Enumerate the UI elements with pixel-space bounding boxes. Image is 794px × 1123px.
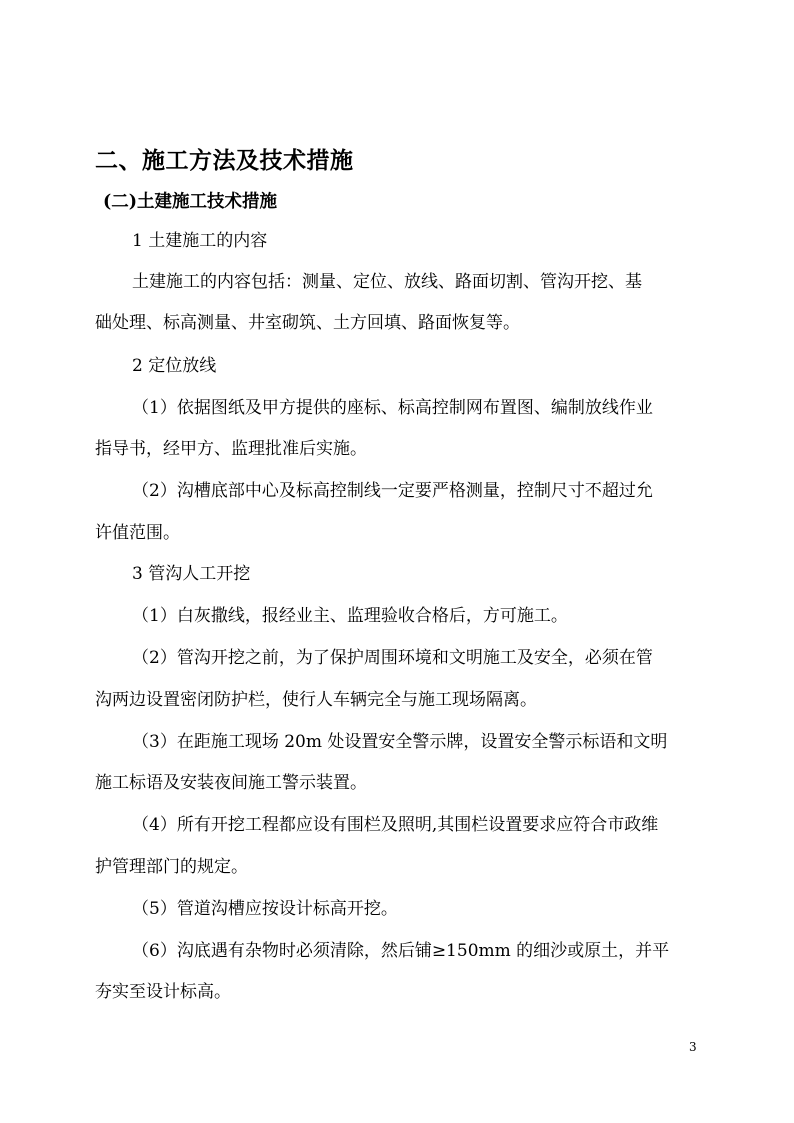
paragraph-line: （1）白灰撒线，报经业主、监理验收合格后，方可施工。: [132, 606, 568, 626]
paragraph-line: （3）在距施工现场 20m 处设置安全警示牌，设置安全警示标语和文明: [132, 732, 668, 752]
subsection-title: (二)土建施工技术措施: [103, 192, 278, 212]
paragraph-line: 指导书，经甲方、监理批准后实施。: [95, 439, 367, 459]
section-title: 二、施工方法及技术措施: [95, 147, 354, 174]
paragraph-line: 施工标语及安装夜间施工警示装置。: [95, 773, 367, 793]
paragraph-line: 许值范围。: [95, 523, 180, 543]
page-number: 3: [689, 1040, 697, 1054]
paragraph-line: 础处理、标高测量、井室砌筑、土方回填、路面恢复等。: [95, 313, 520, 333]
paragraph-line: 夯实至设计标高。: [95, 982, 231, 1002]
paragraph-line: 沟两边设置密闭防护栏，使行人车辆完全与施工现场隔离。: [95, 690, 537, 710]
paragraph-line: （2）管沟开挖之前，为了保护周围环境和文明施工及安全，必须在管: [132, 648, 653, 668]
heading-1-content: 1 土建施工的内容: [132, 231, 268, 251]
paragraph-line: （4）所有开挖工程都应设有围栏及照明,其围栏设置要求应符合市政维: [132, 815, 659, 835]
paragraph-line: （1）依据图纸及甲方提供的座标、标高控制网布置图、编制放线作业: [132, 398, 653, 418]
paragraph-line: 护管理部门的规定。: [95, 857, 248, 877]
paragraph-line: （2）沟槽底部中心及标高控制线一定要严格测量，控制尺寸不超过允: [132, 481, 653, 501]
paragraph-line: （5）管道沟槽应按设计标高开挖。: [132, 899, 398, 919]
paragraph-line: （6）沟底遇有杂物时必须清除，然后铺≥150mm 的细沙或原土，并平: [132, 941, 670, 961]
heading-3-trench: 3 管沟人工开挖: [132, 564, 251, 584]
paragraph-line: 土建施工的内容包括：测量、定位、放线、路面切割、管沟开挖、基: [132, 272, 642, 292]
heading-2-positioning: 2 定位放线: [132, 356, 217, 376]
